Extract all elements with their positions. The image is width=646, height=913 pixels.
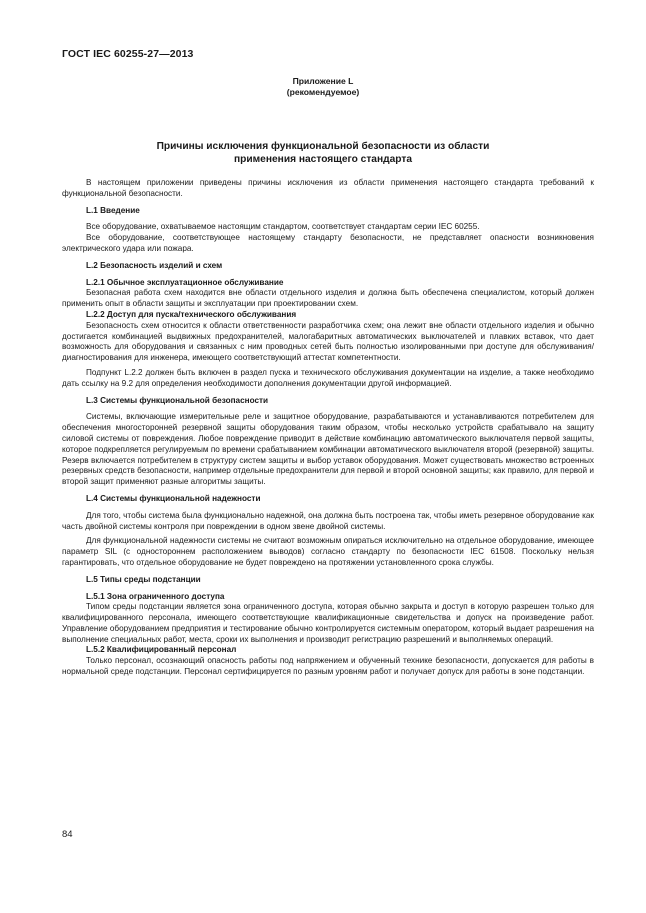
section-heading-l5: L.5 Типы среды подстанции	[86, 574, 201, 584]
paragraph: Безопасность схем относится к области ответственности разработчика схем; она лежит вне области отдельного изделия и обычно достигается комбинацией выдвижных предохранителей, малогабаритных автоматических выключателей и плавких вставок, что дает возможность для оборудования и связанных с ним проводных сетей быть полностью изолированными при доступе для обслуживания/диагностирования для инженера, имеющего соответствующий аттестат компетентности.	[62, 320, 594, 363]
appendix-label: Приложение L	[292, 76, 354, 86]
paragraph: Подпункт L.2.2 должен быть включен в раздел пуска и технического обслуживания документации на изделие, а также необходимо дать ссылку на 9.2 для определения необходимости дополнения документации другой информацией.	[62, 367, 594, 388]
page-number: 84	[62, 829, 73, 840]
intro-paragraph: В настоящем приложении приведены причины исключения из области применения настоящего стандарта требований к функциональной безопасности.	[62, 178, 594, 198]
section-heading-l2-2: L.2.2 Доступ для пуска/технического обслуживания	[86, 309, 297, 319]
section-heading-l4: L.4 Системы функциональной надежности	[86, 493, 261, 503]
paragraph: Для функциональной надежности системы не считают возможным опираться исключительно на отдельное оборудование, имеющее параметр SIL (с одностороннем расположением выводов) согласно стандарту по безопасности IEC 61508. Поскольку нельзя гарантировать, что отдельное оборудование не будет повреждено на протяжении установленного срока службы.	[62, 536, 594, 567]
paragraph: Типом среды подстанции является зона ограниченного доступа, которая обычно закрыта и доступ в которую разрешен только для квалифицированного персонала, имеющего соответствующие квалификационные свидетельства и допуск на произведение работ. Управление оборудованием предприятия и тестирование обычно контролируется системным оператором, который выдает разрешения на выполнение специальных работ, места, сроки их выполнения и производит регистрацию разрешений и выполняемых операций.	[62, 602, 594, 644]
paragraph: Системы, включающие измерительные реле и защитное оборудование, разрабатываются и устанавливаются потребителем для обеспечения многосторонней резервной защиты оборудования таким образом, чтобы несколько устройств срабатывало на защиту силовой системы от повреждения. Любое повреждение приводит в действие комбинацию автоматического выключателя первой защиты, которое подкрепляется регулируемым по времени срабатыванием комбинации автоматического выключателя второй (резервной) защиты. Резерв включается потребителем в структуру систем защиты и выбор уставок оборудования. Может существовать множество встроенных резервных средств безопасности, например отдельные предохранители для первой и второй основной защиты; как правило, для первой и второй защит применяют разные алгоритмы защиты.	[62, 412, 594, 487]
page-title-line-1: Причины исключения функциональной безопасности из области	[156, 141, 490, 152]
page-title-line-2: применения настоящего стандарта	[234, 154, 412, 165]
section-heading-l2: L.2 Безопасность изделий и схем	[86, 260, 223, 270]
section-heading-l3: L.3 Системы функциональной безопасности	[86, 395, 269, 405]
document-body	[62, 178, 594, 678]
section-heading-l5-1: L.5.1 Зона ограниченного доступа	[86, 591, 225, 601]
paragraph: Все оборудование, соответствующее настоящему стандарту безопасности, не представляет опасности возникновения электрического удара или пожара.	[62, 233, 594, 253]
paragraph: Безопасная работа схем находится вне области отдельного изделия и должна быть обеспечена специалистом, который должен применить опыт в области защиты и эксплуатации при проектировании схем.	[62, 288, 594, 309]
section-heading-l5-2: L.5.2 Квалифицированный персонал	[86, 645, 237, 655]
paragraph: Для того, чтобы система была функционально надежной, она должна быть построена так, чтобы иметь резервное оборудование как часть двойной системы контроля при повреждении в одном звене двойной системы.	[62, 510, 594, 531]
section-heading-l1: L.1 Введение	[86, 205, 140, 215]
paragraph: Только персонал, осознающий опасность работы под напряжением и обученный технике безопасности, допускается для работы в нормальной среде подстанции. Персонал сертифицируется по разным уровням работ и получает допуск для работы в зоне подстанции.	[62, 656, 594, 677]
standard-header: ГОСТ IEC 60255-27—2013	[62, 48, 194, 60]
paragraph: Все оборудование, охватываемое настоящим стандартом, соответствует стандартам серии IEC 60255.	[86, 222, 480, 232]
appendix-note: (рекомендуемое)	[286, 87, 360, 97]
section-heading-l2-1: L.2.1 Обычное эксплуатационное обслуживание	[86, 277, 284, 287]
